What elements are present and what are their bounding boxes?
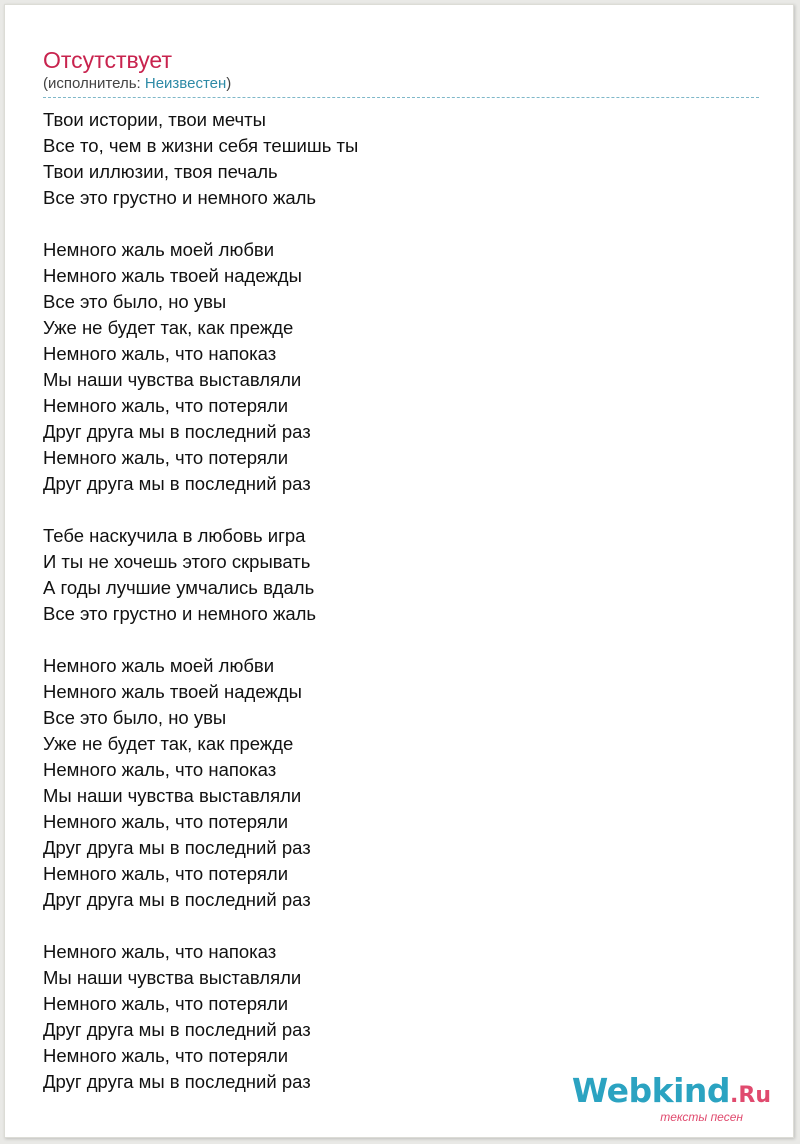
logo-tagline: тексты песен — [660, 1110, 743, 1124]
lyric-line: Немного жаль твоей надежды — [43, 681, 302, 702]
lyric-line: Уже не будет так, как прежде — [43, 733, 294, 754]
lyric-line: Все то, чем в жизни себя тешишь ты — [43, 135, 359, 156]
lyric-line: Немного жаль моей любви — [43, 239, 275, 260]
lyric-line: Немного жаль моей любви — [43, 655, 275, 676]
lyric-line: Друг друга мы в последний раз — [43, 473, 311, 494]
lyric-line: Все это было, но увы — [43, 707, 227, 728]
stanza — [43, 653, 743, 913]
lyric-line: Немного жаль, что напоказ — [43, 343, 277, 364]
stanza — [43, 523, 743, 627]
lyric-line: Уже не будет так, как прежде — [43, 317, 294, 338]
lyric-line: Друг друга мы в последний раз — [43, 1071, 311, 1092]
lyric-line: Все это грустно и немного жаль — [43, 187, 317, 208]
lyric-line: Немного жаль, что потеряли — [43, 811, 289, 832]
artist-suffix: ) — [226, 75, 232, 92]
song-title: Отсутствует — [43, 47, 172, 73]
lyric-line: Мы наши чувства выставляли — [43, 785, 302, 806]
lyric-line: Все это было, но увы — [43, 291, 227, 312]
lyric-line: Друг друга мы в последний раз — [43, 889, 311, 910]
lyric-line: Немного жаль, что потеряли — [43, 993, 289, 1014]
lyric-line: Немного жаль, что напоказ — [43, 941, 277, 962]
lyric-line: Друг друга мы в последний раз — [43, 421, 311, 442]
artist-line — [43, 74, 231, 94]
artist-link[interactable]: Неизвестен — [144, 75, 227, 92]
logo-tld: .Ru — [730, 1083, 771, 1108]
lyric-line: Немного жаль твоей надежды — [43, 265, 302, 286]
lyric-line: Мы наши чувства выставляли — [43, 967, 302, 988]
lyric-line: Немного жаль, что потеряли — [43, 395, 289, 416]
lyric-line: Твои истории, твои мечты — [43, 109, 266, 130]
lyric-line: Все это грустно и немного жаль — [43, 603, 317, 624]
lyric-line: Немного жаль, что потеряли — [43, 1045, 289, 1066]
lyric-line: Друг друга мы в последний раз — [43, 1019, 311, 1040]
lyric-line: Твои иллюзии, твоя печаль — [43, 161, 278, 182]
lyric-line: Немного жаль, что потеряли — [43, 863, 289, 884]
logo-name: Webkind — [571, 1071, 731, 1110]
lyric-line: Немного жаль, что напоказ — [43, 759, 277, 780]
title-divider — [43, 97, 759, 98]
lyric-line: Мы наши чувства выставляли — [43, 369, 302, 390]
lyric-line: И ты не хочешь этого скрывать — [43, 551, 311, 572]
lyric-line: Тебе наскучила в любовь игра — [43, 525, 306, 546]
lyrics-sheet — [4, 4, 794, 1138]
lyrics-body — [43, 107, 743, 1124]
stanza — [43, 107, 743, 211]
lyric-line: А годы лучшие умчались вдаль — [43, 577, 315, 598]
stanza — [43, 237, 743, 497]
lyric-line: Немного жаль, что потеряли — [43, 447, 289, 468]
lyric-line: Друг друга мы в последний раз — [43, 837, 311, 858]
webkind-logo[interactable] — [551, 1071, 771, 1124]
artist-prefix: (исполнитель: — [43, 75, 145, 92]
logo-wordmark — [551, 1071, 771, 1113]
